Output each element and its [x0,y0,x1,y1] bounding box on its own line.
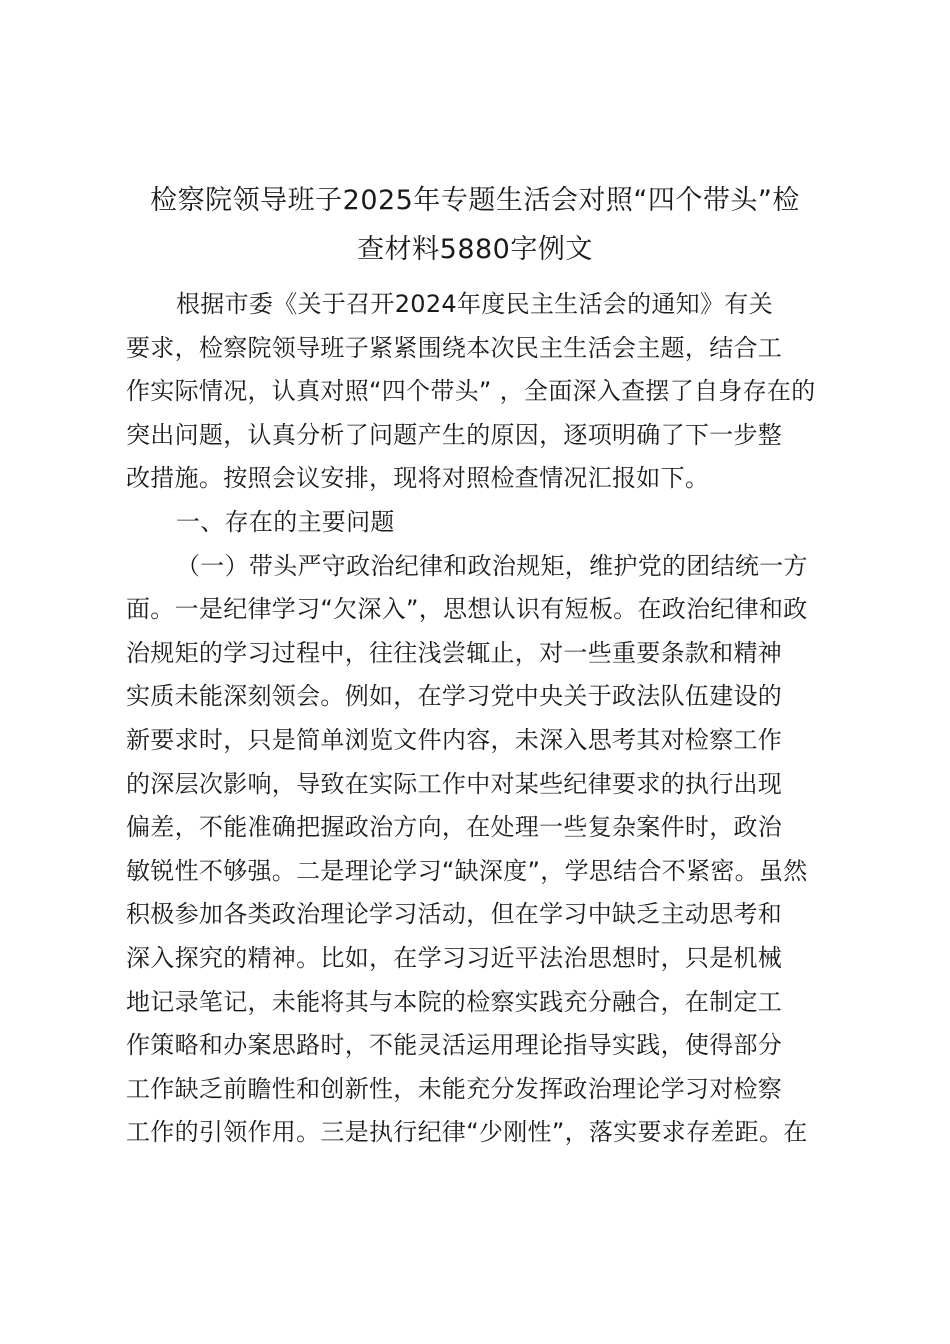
document-body [126,283,836,1155]
paragraph-line: 新要求时，只是简单浏览文件内容，未深入思考其对检察工作 [126,725,783,754]
paragraph-line: 偏差，不能准确把握政治方向，在处理一些复杂案件时，政治 [126,813,783,842]
paragraph-line: 积极参加各类政治理论学习活动，但在学习中缺乏主动思考和 [126,900,783,929]
paragraph-line: 要求，检察院领导班子紧紧围绕本次民主生活会主题，结合工 [126,333,783,362]
paragraph-line: 工作的引领作用。三是执行纪律“少刚性”，落实要求存差距。在 [126,1118,808,1147]
paragraph-line: 根据市委《关于召开2024年度民主生活会的通知》有关 [176,290,773,318]
paragraph-line: 的深层次影响，导致在实际工作中对某些纪律要求的执行出现 [126,769,783,798]
section-heading: 一、存在的主要问题 [176,507,395,536]
paragraph-line: 敏锐性不够强。二是理论学习“缺深度”，学思结合不紧密。虽然 [126,856,808,885]
paragraph-line: （一）带头严守政治纪律和政治规矩，维护党的团结统一方 [176,551,808,580]
title-line: 检察院领导班子2025年专题生活会对照“四个带头”检 [150,185,800,216]
paragraph-line: 面。一是纪律学习“欠深入”，思想认识有短板。在政治纪律和政 [126,595,808,624]
paragraph-line: 地记录笔记，未能将其与本院的检察实践充分融合，在制定工 [126,987,783,1016]
paragraph-line: 作策略和办案思路时，不能灵活运用理论指导实践，使得部分 [126,1031,783,1060]
title-line: 查材料5880字例文 [357,234,593,265]
paragraph-line: 实质未能深刻领会。例如，在学习党中央关于政法队伍建设的 [126,682,783,711]
paragraph-line: 工作缺乏前瞻性和创新性，未能充分发挥政治理论学习对检察 [126,1074,783,1103]
paragraph-line: 深入探究的精神。比如，在学习习近平法治思想时，只是机械 [126,943,783,972]
paragraph-line: 作实际情况，认真对照“四个带头” ，全面深入查摆了自身存在的 [126,377,816,406]
document-title [110,176,840,274]
paragraph-line: 突出问题，认真分析了问题产生的原因，逐项明确了下一步整 [126,420,783,449]
paragraph-line: 改措施。按照会议安排，现将对照检查情况汇报如下。 [126,464,710,493]
paragraph-line: 治规矩的学习过程中，往往浅尝辄止，对一些重要条款和精神 [126,638,783,667]
